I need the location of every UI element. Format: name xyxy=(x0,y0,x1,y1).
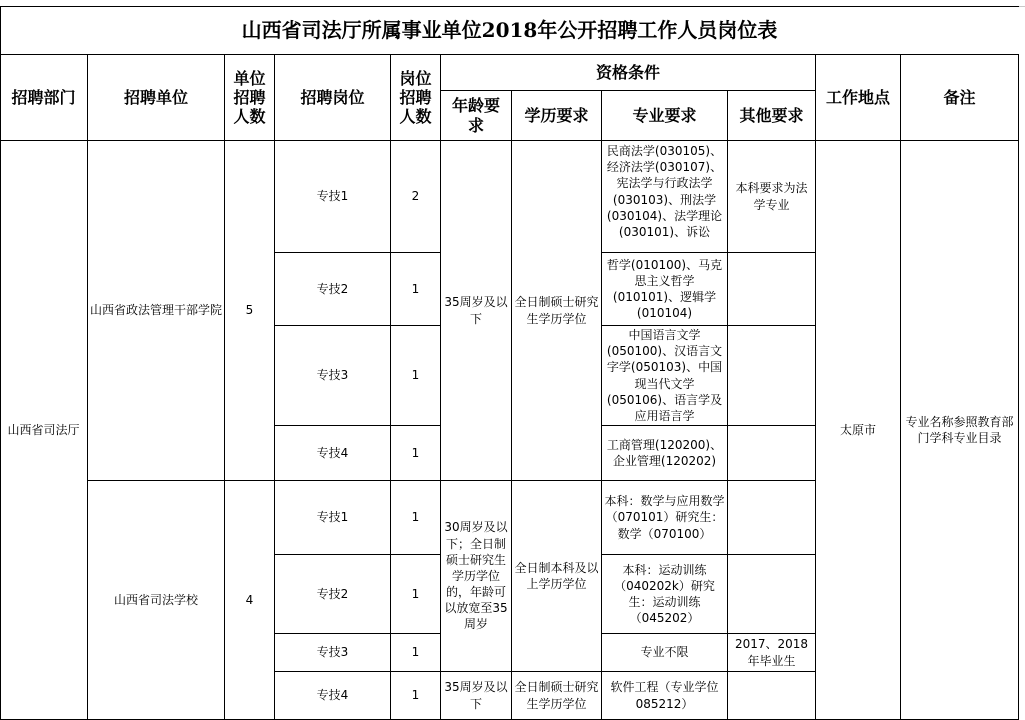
header-post-count[interactable] xyxy=(391,55,441,141)
header-location[interactable] xyxy=(816,55,901,141)
post-count-cell[interactable] xyxy=(391,555,441,634)
location-text: 太原市 xyxy=(839,422,876,437)
education-text: 全日制硕士研究生学历学位 xyxy=(514,295,599,326)
post-count-cell[interactable] xyxy=(391,426,441,481)
post-count-cell[interactable] xyxy=(391,481,441,555)
header-education-text: 学历要求 xyxy=(524,105,589,125)
table-title[interactable] xyxy=(0,6,1019,55)
major-text: 专业不限 xyxy=(640,645,689,660)
age-cell[interactable] xyxy=(441,141,512,481)
header-post[interactable] xyxy=(275,55,391,141)
major-text: 软件工程（专业学位085212） xyxy=(610,680,719,711)
post-name-text: 专技3 xyxy=(316,645,349,660)
remarks-text: 专业名称参照教育部门学科专业目录 xyxy=(905,414,1014,445)
major-cell[interactable] xyxy=(602,481,728,555)
education-cell[interactable] xyxy=(512,141,602,481)
header-dept-text: 招聘部门 xyxy=(11,87,76,107)
other-cell[interactable] xyxy=(728,634,816,672)
other-cell[interactable] xyxy=(728,326,816,426)
post-name-cell[interactable] xyxy=(275,253,391,326)
post-count-cell[interactable] xyxy=(391,634,441,672)
age-text: 30周岁及以下；全日制硕士研究生学历学位的，年龄可以放宽至35周岁 xyxy=(444,520,508,632)
header-unit[interactable] xyxy=(88,55,225,141)
other-text: 本科要求为法学专业 xyxy=(735,181,808,212)
post-name-text: 专技1 xyxy=(316,510,349,525)
header-age[interactable] xyxy=(441,91,512,141)
header-major-text: 专业要求 xyxy=(632,105,697,125)
header-other-text: 其他要求 xyxy=(739,105,804,125)
major-cell[interactable] xyxy=(602,555,728,634)
other-cell[interactable] xyxy=(728,481,816,555)
header-dept[interactable] xyxy=(0,55,88,141)
other-cell[interactable] xyxy=(728,672,816,720)
other-cell[interactable] xyxy=(728,253,816,326)
post-count-text: 1 xyxy=(411,368,420,383)
unit-name-cell[interactable] xyxy=(88,481,225,720)
header-education[interactable] xyxy=(512,91,602,141)
unit-name-text: 山西省司法学校 xyxy=(113,592,198,607)
post-count-text: 1 xyxy=(411,645,420,660)
dept-cell[interactable] xyxy=(0,141,88,720)
post-name-cell[interactable] xyxy=(275,141,391,253)
major-text: 本科：数学与应用数学（070101）研究生：数学（070100） xyxy=(604,494,725,541)
location-cell[interactable] xyxy=(816,141,901,720)
major-cell[interactable] xyxy=(602,253,728,326)
major-text: 民商法学(030105)、经济法学(030107)、宪法学与行政法学(030103)、刑法学(030104)、法学理论(030101)、诉讼 xyxy=(606,144,723,239)
post-count-text: 2 xyxy=(411,189,420,204)
dept-text: 山西省司法厅 xyxy=(7,422,80,437)
post-count-text: 1 xyxy=(411,281,420,296)
unit-count-text: 4 xyxy=(245,592,254,607)
post-count-cell[interactable] xyxy=(391,326,441,426)
post-count-text: 1 xyxy=(411,688,420,703)
unit-count-cell[interactable] xyxy=(225,141,275,481)
remarks-cell[interactable] xyxy=(901,141,1019,720)
post-name-cell[interactable] xyxy=(275,481,391,555)
unit-count-text: 5 xyxy=(245,303,254,318)
header-unit-count-text: 单位招聘人数 xyxy=(233,68,266,127)
post-count-text: 1 xyxy=(411,586,420,601)
age-cell[interactable] xyxy=(441,481,512,672)
post-count-cell[interactable] xyxy=(391,141,441,253)
education-cell[interactable] xyxy=(512,481,602,672)
age-text: 35周岁及以下 xyxy=(444,295,508,326)
major-cell[interactable] xyxy=(602,326,728,426)
major-cell[interactable] xyxy=(602,672,728,720)
major-cell[interactable] xyxy=(602,634,728,672)
header-qualifications-text: 资格条件 xyxy=(595,62,660,82)
unit-count-cell[interactable] xyxy=(225,481,275,720)
post-name-text: 专技2 xyxy=(316,586,349,601)
major-cell[interactable] xyxy=(602,426,728,481)
header-qualifications[interactable] xyxy=(441,55,816,91)
post-name-cell[interactable] xyxy=(275,326,391,426)
age-cell-last[interactable] xyxy=(441,672,512,720)
major-text: 哲学(010100)、马克思主义哲学(010101)、逻辑学(010104) xyxy=(606,257,723,321)
post-name-cell[interactable] xyxy=(275,672,391,720)
post-name-cell[interactable] xyxy=(275,426,391,481)
header-location-text: 工作地点 xyxy=(825,87,890,107)
other-text: 2017、2018年毕业生 xyxy=(734,637,809,668)
major-text: 工商管理(120200)、企业管理(120202) xyxy=(606,437,723,468)
post-name-text: 专技2 xyxy=(316,281,349,296)
header-age-text: 年龄要求 xyxy=(451,96,500,135)
post-name-cell[interactable] xyxy=(275,555,391,634)
post-name-cell[interactable] xyxy=(275,634,391,672)
header-post-count-text: 岗位招聘人数 xyxy=(399,68,432,127)
age-last-text: 35周岁及以下 xyxy=(444,680,508,711)
post-name-text: 专技3 xyxy=(316,368,349,383)
header-remarks[interactable] xyxy=(901,55,1019,141)
header-major[interactable] xyxy=(602,91,728,141)
post-name-text: 专技4 xyxy=(316,688,349,703)
post-name-text: 专技1 xyxy=(316,189,349,204)
education-text: 全日制本科及以上学历学位 xyxy=(514,560,599,591)
post-name-text: 专技4 xyxy=(316,445,349,460)
header-remarks-text: 备注 xyxy=(943,87,976,107)
unit-name-cell[interactable] xyxy=(88,141,225,481)
header-other[interactable] xyxy=(728,91,816,141)
post-count-cell[interactable] xyxy=(391,672,441,720)
other-cell[interactable] xyxy=(728,555,816,634)
post-count-cell[interactable] xyxy=(391,253,441,326)
post-count-text: 1 xyxy=(411,510,420,525)
other-cell[interactable] xyxy=(728,426,816,481)
unit-name-text: 山西省政法管理干部学院 xyxy=(90,303,223,318)
header-unit-count[interactable] xyxy=(225,55,275,141)
education-cell-last[interactable] xyxy=(512,672,602,720)
title-text: 山西省司法厅所属事业单位2018年公开招聘工作人员岗位表 xyxy=(241,17,778,42)
header-unit-text: 招聘单位 xyxy=(123,87,188,107)
major-cell[interactable] xyxy=(602,141,728,253)
other-cell[interactable] xyxy=(728,141,816,253)
post-count-text: 1 xyxy=(411,445,420,460)
major-text: 中国语言文学(050100)、汉语言文字学(050103)、中国现当代文学(050106)、语言学及应用语言学 xyxy=(606,327,723,423)
major-text: 本科：运动训练（040202k）研究生：运动训练（045202） xyxy=(614,562,715,626)
header-post-text: 招聘岗位 xyxy=(300,87,365,107)
education-last-text: 全日制硕士研究生学历学位 xyxy=(514,680,599,711)
